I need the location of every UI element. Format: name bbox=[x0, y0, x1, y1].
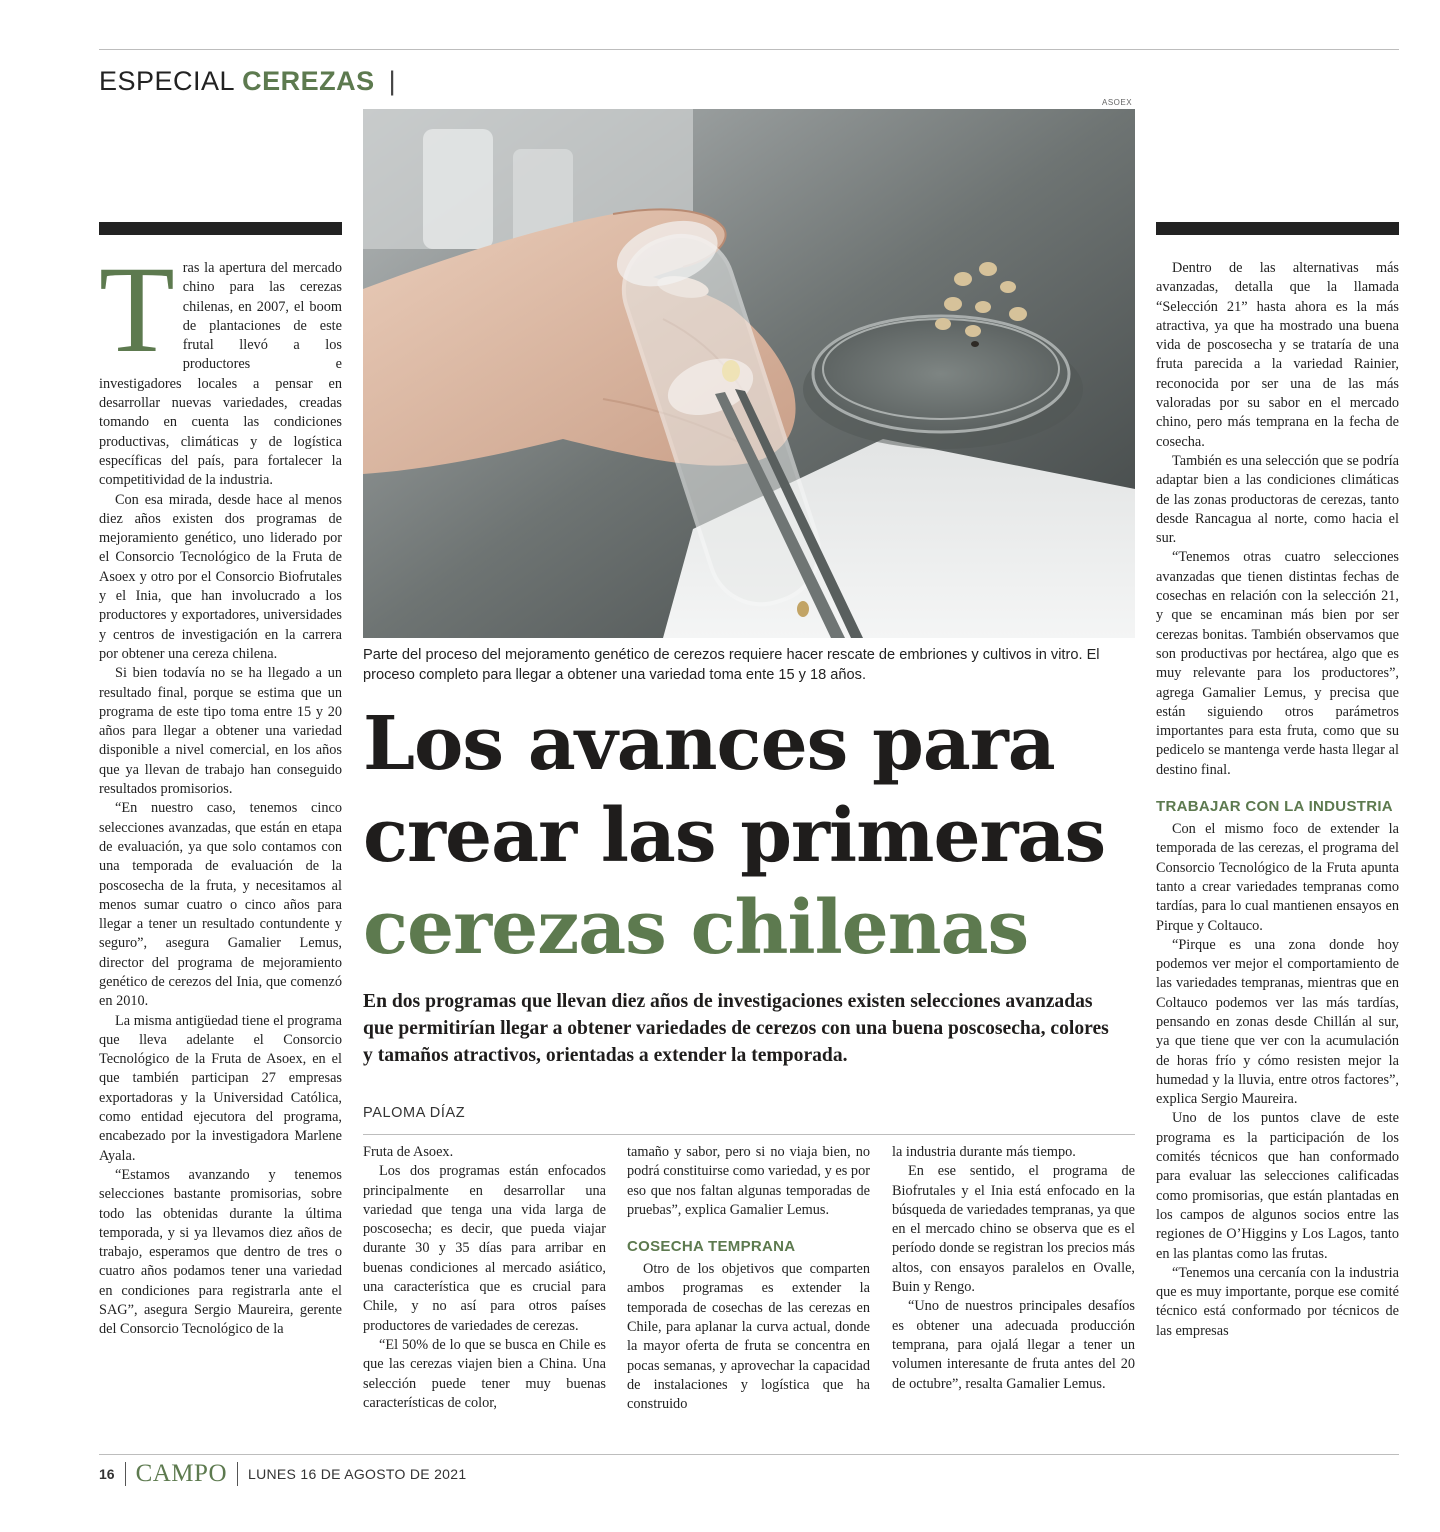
column-2-paragraph-2: Los dos programas están enfocados principalmente en desarrollar una variedad que tenga una vida larga de poscosecha; es decir, que pueda viajar durante 30 y 35 días para arribar en buenas condiciones al mercado asiático, una característica que es crucial para Chile, y no así para otros países productores de variedades de cerezas. bbox=[363, 1163, 606, 1334]
footer-separator-1 bbox=[125, 1462, 126, 1486]
page-number: 16 bbox=[99, 1466, 115, 1482]
column-2 bbox=[363, 1143, 606, 1413]
byline: PALOMA DÍAZ bbox=[363, 1105, 466, 1121]
lead-photo bbox=[363, 109, 1135, 638]
column-1-paragraph-6: “Estamos avanzando y tenemos selecciones bastante promisorias, sobre todo las obtenidas durante la última temporada, y si ya llevamos diez años de trabajo, esperamos que dentro de tres o cuatro años podamos tener una variedad en condiciones para registrarla ante el SAG”, asegura Sergio Maureira, gerente del Consorcio Tecnológico de la bbox=[99, 1166, 342, 1338]
byline-rule bbox=[363, 1134, 1135, 1135]
column-5-paragraph-4: Con el mismo foco de extender la temporada de las cerezas, el programa del Consorcio Tecnológico de la Fruta apunta tanto a crear variedades tempranas como tardías, para lo cual mantienen ensayos en Pirque y Coltauco. bbox=[1156, 821, 1399, 934]
column-1-bar bbox=[99, 222, 342, 235]
column-4 bbox=[892, 1143, 1135, 1394]
column-5-paragraph-2: También es una selección que se podría adaptar bien a las condiciones climáticas de las zonas productoras de cerezas, tanto desde Rancagua al norte, como hacia el sur. bbox=[1156, 452, 1399, 547]
photo-caption: Parte del proceso del mejoramento genético de cerezos requiere hacer rescate de embriones y cultivos in vitro. El proceso completo para llegar a obtener una variedad toma ente 15 y 18 años. bbox=[363, 647, 1100, 683]
column-3-paragraph-1: tamaño y sabor, pero si no viaja bien, no podrá constituirse como variedad, y es por eso que nos faltan algunas temporadas de pruebas”, explica Gamalier Lemus. bbox=[627, 1144, 870, 1218]
column-4-paragraph-3: “Uno de nuestros principales desafíos es obtener una adecuada producción temprana, para ojalá llegar a tener un volumen interesante de fruta antes del 20 de octubre”, resalta Gamalier Lemus. bbox=[892, 1298, 1135, 1392]
column-3 bbox=[627, 1143, 870, 1415]
section-separator: | bbox=[388, 66, 397, 96]
subhead-cosecha-temprana: COSECHA TEMPRANA bbox=[627, 1238, 796, 1256]
column-5-paragraph-1: Dentro de las alternativas más avanzadas, detalla que la llamada “Selección 21” hasta ahora es la más atractiva, ya que ha mostrado una buena vida de poscosecha y se trataría de una fruta parecida a la variedad Rainier, reconocida por ser una de las más valoradas por su sabor en el mercado chino, pero más temprana en la fecha de cosecha. bbox=[1156, 260, 1399, 450]
publication-name: CAMPO bbox=[135, 1460, 227, 1487]
headline-line-2: crear las primeras bbox=[363, 793, 1106, 879]
column-4-paragraph-1: la industria durante más tiempo. bbox=[892, 1144, 1076, 1160]
column-1-paragraph-1 bbox=[99, 241, 342, 491]
top-rule bbox=[99, 49, 1399, 50]
section-name: CEREZAS bbox=[242, 66, 375, 96]
column-1-paragraph-4: “En nuestro caso, tenemos cinco selecciones avanzadas, que están en etapa de evaluación, ya que solo contamos con una temporada de evaluación de la poscosecha de la fruta, y necesitamos al menos sumar cuatro o cinco años para llegar a tener un resultado contundente y seguro”, asegura Gamalier Lemus, director del programa de mejoramiento genético de cerezos del Inia, que comenzó en 2010. bbox=[99, 800, 342, 1010]
publication-date: LUNES 16 DE AGOSTO DE 2021 bbox=[248, 1466, 467, 1482]
column-5-bar bbox=[1156, 222, 1399, 235]
section-prefix: ESPECIAL bbox=[99, 66, 235, 96]
column-2-paragraph-3: “El 50% de lo que se busca en Chile es que las cerezas viajen bien a China. Una selección puede tener muy buenas características de color, bbox=[363, 1336, 606, 1411]
column-5-paragraph-5: “Pirque es una zona donde hoy podemos ver mejor el comportamiento de las variedades tempranas, mientras que en Coltauco podemos ver las más tardías, pensando en zonas desde Chillán al sur, ya que tiene que ver con la acumulación de horas frío y cómo resisten mejor la humedad y la lluvia, entre otros factores”, explica Sergio Maureira. bbox=[1156, 936, 1399, 1108]
footer-separator-2 bbox=[237, 1462, 238, 1486]
headline bbox=[363, 698, 1143, 974]
column-1-paragraph-2: Con esa mirada, desde hace al menos diez años existen dos programas de mejoramiento genético, uno liderado por el Consorcio Tecnológico de la Fruta de Asoex y otro por el Consorcio Biofrutales y el Inia, que han involucrado a los productores y exportadores, universidades y centros de investigación en la carrera por obtener una cereza chilena. bbox=[99, 491, 342, 662]
column-5-paragraph-7: “Tenemos una cercanía con la industria que es muy importante, porque ese comité técnico está conformado por técnicos de las empresas bbox=[1156, 1264, 1399, 1339]
lab-photo-illustration bbox=[363, 109, 1135, 638]
column-4-paragraph-2: En ese sentido, el programa de Biofrutales y el Inia está enfocado en la búsqueda de variedades tempranas, ya que en el mercado chino se observa que es el período donde se registran los precios más altos, con ensayos paralelos en Ovalle, Buin y Rengo. bbox=[892, 1163, 1135, 1296]
deck: En dos programas que llevan diez años de investigaciones existen selecciones avanzadas que permitirían llegar a obtener variedades de cerezos con una buena poscosecha, colores y tamaños atractivos, orientadas a extender la temporada. bbox=[363, 991, 1109, 1066]
column-1-paragraph-5: La misma antigüedad tiene el programa que lleva adelante el Consorcio Tecnológico de la Fruta de Asoex, en el que también participan 27 empresas exportadoras y la Universidad Católica, como entidad ejecutora del programa, encabezado por la investigadora Marlene Ayala. bbox=[99, 1012, 342, 1164]
column-3-paragraph-2: Otro de los objetivos que comparten ambos programas es extender la temporada de cosechas de las cerezas en Chile, para aplanar la curva actual, donde la mayor oferta de fruta se concentra en pocas semanas, y aprovechar la capacidad de instalaciones y logística que ha construido bbox=[627, 1261, 870, 1413]
headline-line-1: Los avances para bbox=[363, 701, 1055, 787]
footer-rule bbox=[99, 1454, 1399, 1455]
section-header bbox=[99, 66, 396, 97]
column-1 bbox=[99, 241, 342, 1340]
photo-credit: ASOEX bbox=[1102, 98, 1133, 107]
subhead-trabajar-con-la-industria: TRABAJAR CON LA INDUSTRIA bbox=[1156, 798, 1393, 816]
column-5-paragraph-6: Uno de los puntos clave de este programa es la participación de los comités técnicos que han conformado para evaluar las selecciones calificadas como promisorias, que están plantadas en los campos de algunos socios entre las regiones de O’Higgins y Los Lagos, tanto en las plantas como las frutas. bbox=[1156, 1110, 1399, 1262]
headline-line-3: cerezas chilenas bbox=[363, 885, 1029, 971]
column-1-paragraph-3: Si bien todavía no se ha llegado a un resultado final, porque se estima que un programa de este tipo toma entre 15 y 20 años para llegar a obtener una variedad disponible a nivel comercial, en los años que ya llevan de trabajo han conseguido resultados promisorios. bbox=[99, 665, 342, 798]
column-5 bbox=[1156, 259, 1399, 1341]
drop-cap: T bbox=[99, 241, 175, 378]
column-1-paragraph-1-text: ras la apertura del mercado chino para las cerezas chilenas, en 2007, el boom de plantaciones de este frutal llevó a los productores e investigadores locales a pensar en desarrollar nuevas variedades, creadas tomando en cuenta las condiciones productivas, climáticas y de logística específicas del país, para fortalecer la competitividad de la industria. bbox=[99, 260, 342, 489]
page-footer bbox=[99, 1459, 466, 1489]
column-5-paragraph-3: “Tenemos otras cuatro selecciones avanzadas que tienen distintas fechas de cosechas en relación con la selección 21, y que se encaminan más bien por ser cerezas bonitas. También observamos que son productivas por hectárea, algo que es muy relevante para los productores”, agrega Gamalier Lemus, y precisa que están siguiendo otros parámetros importantes para esta fruta, como que su pedicelo se mantenga verde hasta llegar al destino final. bbox=[1156, 549, 1399, 778]
column-2-paragraph-1: Fruta de Asoex. bbox=[363, 1144, 454, 1160]
